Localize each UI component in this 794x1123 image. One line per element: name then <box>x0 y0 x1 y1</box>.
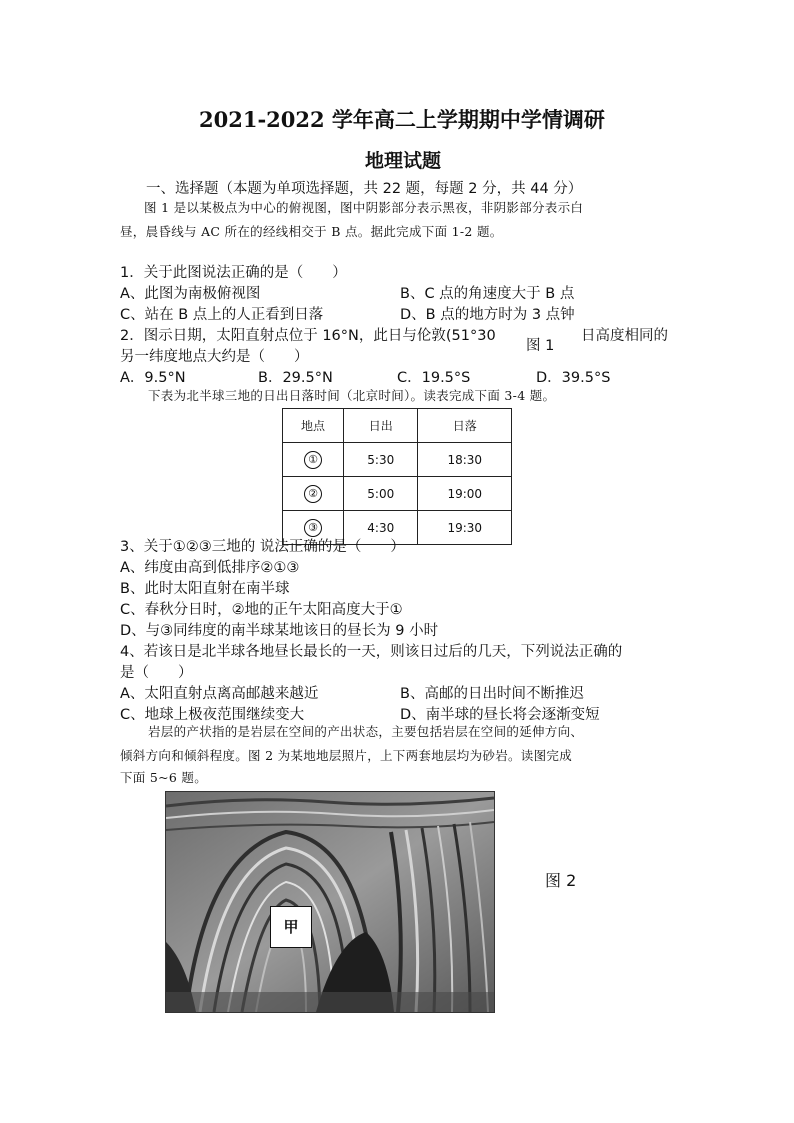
sunrise-cell: 5:30 <box>344 443 418 477</box>
q3-option-d: D、与③同纬度的南半球某地该日的昼长为 9 小时 <box>120 623 439 639</box>
table-row <box>283 443 512 477</box>
section-heading: 一、选择题（本题为单项选择题，共 22 题，每题 2 分，共 44 分） <box>146 181 583 197</box>
table-header-row <box>283 409 512 443</box>
sunrise-cell: 4:30 <box>344 511 418 545</box>
table-intro: 下表为北半球三地的日出日落时间（北京时间）。读表完成下面 3-4 题。 <box>148 388 556 403</box>
figure1-label: 图 1 <box>522 336 558 356</box>
place-marker: ① <box>304 451 322 469</box>
header-sunset: 日落 <box>418 409 512 443</box>
figure2-label: 图 2 <box>545 871 577 890</box>
q4-stem-line2: 是（ ） <box>120 665 193 681</box>
q1-option-a: A、此图为南极俯视图 <box>120 286 261 302</box>
q2-stem-line1-left: 2．图示日期，太阳直射点位于 16°N，此日与伦敦(51°30 <box>120 328 496 344</box>
q4-stem-line1: 4、若该日是北半球各地昼长最长的一天，则该日过后的几天，下列说法正确的 <box>120 644 623 660</box>
header-sunrise: 日出 <box>344 409 418 443</box>
sunset-cell: 18:30 <box>418 443 512 477</box>
q4-option-a: A、太阳直射点离高邮越来越近 <box>120 686 319 702</box>
q2-option-c: C．19.5°S <box>397 370 471 386</box>
rock-strata-drawing <box>166 792 494 1012</box>
q2-stem-line1-right: 日高度相同的 <box>581 328 668 344</box>
q4-option-d: D、南半球的昼长将会逐渐变短 <box>400 707 600 723</box>
sunrise-cell: 5:00 <box>344 477 418 511</box>
page-title: 2021-2022 学年高二上学期期中学情调研 <box>199 107 605 132</box>
q4-option-b: B、高邮的日出时间不断推迟 <box>400 686 584 702</box>
intro-line-2: 昼，晨昏线与 AC 所在的经线相交于 B 点。据此完成下面 1-2 题。 <box>120 224 503 239</box>
q2-option-b: B．29.5°N <box>258 370 333 386</box>
q3-stem: 3、关于①②③三地的 说法正确的是（ ） <box>120 539 405 555</box>
sunset-cell: 19:00 <box>418 477 512 511</box>
q2-option-d: D．39.5°S <box>536 370 611 386</box>
rock-intro-line1: 岩层的产状指的是岩层在空间的产出状态，主要包括岩层在空间的延伸方向、 <box>148 724 584 739</box>
rock-intro-line3: 下面 5~6 题。 <box>120 770 208 785</box>
intro-line-1: 图 1 是以某极点为中心的俯视图，图中阴影部分表示黑夜，非阴影部分表示白 <box>144 200 584 215</box>
place-marker: ③ <box>304 519 322 537</box>
q1-option-c: C、站在 B 点上的人正看到日落 <box>120 307 324 323</box>
rock-strata-photo <box>165 791 495 1013</box>
rock-intro-line2: 倾斜方向和倾斜程度。图 2 为某地地层照片，上下两套地层均为砂岩。读图完成 <box>120 748 573 763</box>
page-subtitle: 地理试题 <box>365 150 442 172</box>
place-marker: ② <box>304 485 322 503</box>
q2-stem-line2: 另一纬度地点大约是（ ） <box>120 349 309 365</box>
q4-option-c: C、地球上极夜范围继续变大 <box>120 707 305 723</box>
header-place: 地点 <box>283 409 344 443</box>
sunrise-sunset-table <box>282 408 512 545</box>
table-row <box>283 477 512 511</box>
q3-option-c: C、春秋分日时，②地的正午太阳高度大于① <box>120 602 403 618</box>
q3-option-b: B、此时太阳直射在南半球 <box>120 581 290 597</box>
marker-jia: 甲 <box>270 906 312 948</box>
q1-option-b: B、C 点的角速度大于 B 点 <box>400 286 575 302</box>
q2-option-a: A．9.5°N <box>120 370 186 386</box>
sunset-cell: 19:30 <box>418 511 512 545</box>
q1-option-d: D、B 点的地方时为 3 点钟 <box>400 307 575 323</box>
q1-stem: 1．关于此图说法正确的是（ ） <box>120 265 347 281</box>
q3-option-a: A、纬度由高到低排序②①③ <box>120 560 300 576</box>
